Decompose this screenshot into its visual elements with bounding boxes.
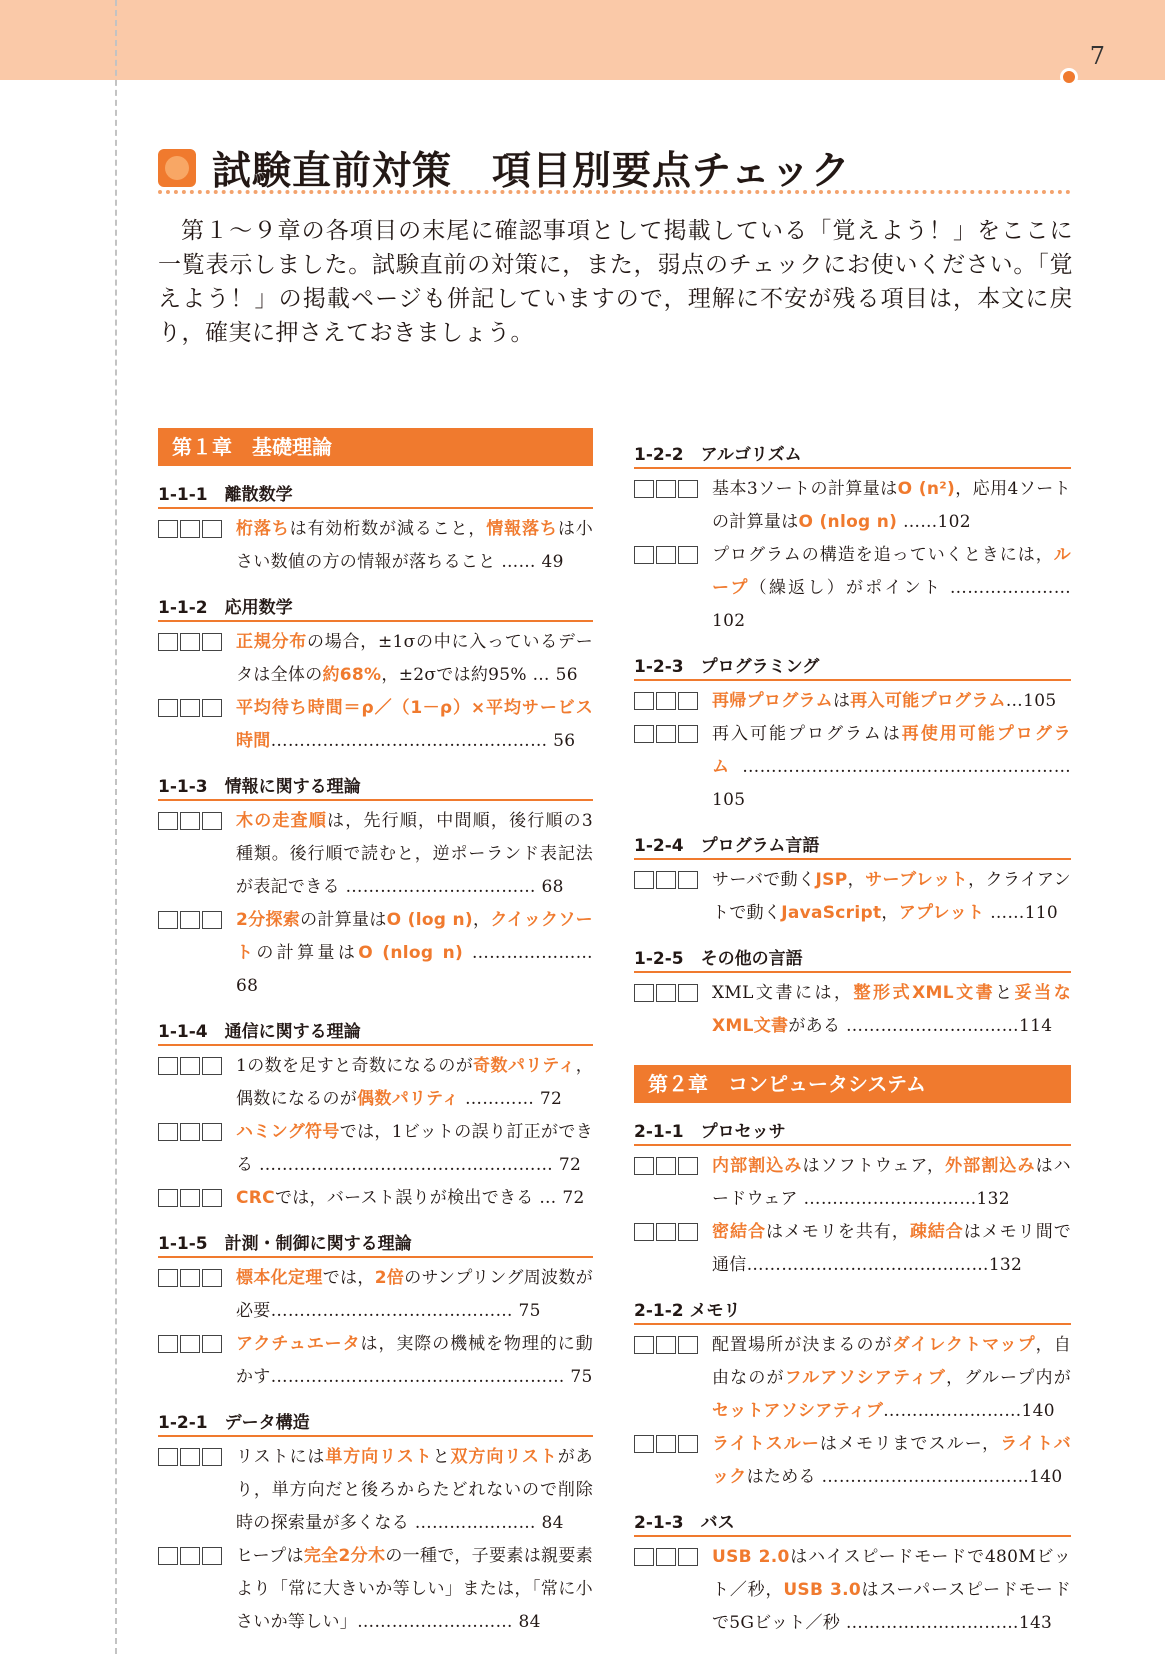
intro-paragraph: 第１～９章の各項目の末尾に確認事項として掲載している「覚えよう！」をここに一覧表示しました。試験直前の対策に，また，弱点のチェックにお使いください。「覚えよう！」の掲載ページも併記していますので，理解に不安が残る項目は，本文に戻り，確実に押さえておきましょう。 bbox=[158, 218, 1073, 346]
checkbox-group bbox=[158, 1328, 236, 1394]
keyword: JSP bbox=[815, 870, 848, 890]
keyword: ライトスルー bbox=[712, 1434, 820, 1454]
checkbox-group bbox=[634, 685, 712, 718]
keyword: 疎結合 bbox=[909, 1222, 964, 1242]
text-span: の一種で，子要素は親要素より「常に大きいか等しい」または，「常に小さいか等しい」……………………… bbox=[236, 1546, 593, 1632]
page-ref: 110 bbox=[1024, 903, 1059, 923]
keyword: アプレット bbox=[898, 903, 985, 923]
text-span: 1の数を足すと奇数になるのが bbox=[236, 1056, 474, 1076]
page-ref: 102 bbox=[712, 611, 746, 631]
text-span: はスーパースピードモードで5Gビット／秒 ………………………… bbox=[712, 1580, 1071, 1633]
text-span: のサンプリング周波数が必要…………………………………… bbox=[236, 1268, 594, 1321]
keyword: O (log n) bbox=[386, 910, 473, 930]
keyword: ハミング符号 bbox=[236, 1122, 340, 1142]
page-ref: 68 bbox=[541, 877, 564, 897]
keyword: 内部割込み bbox=[712, 1156, 803, 1176]
text-span: XML文書には， bbox=[712, 983, 854, 1003]
checkbox[interactable] bbox=[678, 725, 698, 743]
keyword: 2倍 bbox=[374, 1268, 405, 1288]
text-span: の計算量は bbox=[300, 910, 387, 930]
checkbox-group bbox=[634, 1150, 712, 1216]
page-ref: 143 bbox=[1018, 1613, 1053, 1633]
checkbox[interactable] bbox=[678, 1336, 698, 1354]
check-item bbox=[158, 1116, 593, 1182]
check-item bbox=[634, 864, 1071, 930]
keyword: 完全2分木 bbox=[303, 1546, 386, 1566]
title-divider bbox=[158, 190, 1071, 194]
page-ref: 84 bbox=[541, 1513, 564, 1533]
section-1-1-4 bbox=[158, 1017, 593, 1215]
section-1-2-5 bbox=[634, 944, 1071, 1043]
keyword: 再入可能プログラム bbox=[850, 691, 1006, 711]
item-text bbox=[712, 539, 1071, 638]
right-column bbox=[634, 436, 1071, 1640]
checkbox[interactable] bbox=[202, 1335, 222, 1353]
keyword: 再使用可能プログラム bbox=[712, 724, 1071, 777]
check-item bbox=[158, 1262, 593, 1328]
checkbox-group bbox=[158, 692, 236, 758]
text-span: 基本3ソートの計算量は bbox=[712, 479, 898, 499]
checkbox[interactable] bbox=[656, 1336, 676, 1354]
check-item bbox=[634, 977, 1071, 1043]
checkbox[interactable] bbox=[180, 1123, 200, 1141]
text-span: ヒープは bbox=[236, 1546, 304, 1566]
checkbox-group bbox=[158, 904, 236, 1003]
keyword: 密結合 bbox=[712, 1222, 766, 1242]
checkbox[interactable] bbox=[180, 699, 200, 717]
section-title: 1-2-3 プログラミング bbox=[634, 652, 1071, 681]
checkbox[interactable] bbox=[202, 1547, 222, 1565]
item-text bbox=[712, 1541, 1071, 1640]
keyword: USB 2.0 bbox=[712, 1547, 790, 1567]
checkbox[interactable] bbox=[180, 1448, 200, 1466]
item-text bbox=[236, 692, 593, 758]
section-1-2-3 bbox=[634, 652, 1071, 817]
checkbox[interactable] bbox=[656, 871, 676, 889]
checkbox[interactable] bbox=[656, 1435, 676, 1453]
section-title: 1-1-5 計測・制御に関する理論 bbox=[158, 1229, 593, 1258]
checkbox-group bbox=[158, 1441, 236, 1540]
section-title: 1-1-3 情報に関する理論 bbox=[158, 772, 593, 801]
checkbox[interactable] bbox=[678, 546, 698, 564]
text-span: …………………… bbox=[883, 1401, 1022, 1421]
page-ref: 75 bbox=[570, 1367, 593, 1387]
check-item bbox=[158, 626, 593, 692]
item-text bbox=[712, 1216, 1071, 1282]
section-title: 2-1-2 メモリ bbox=[634, 1296, 1071, 1325]
page-number: 7 bbox=[1089, 42, 1105, 70]
item-text bbox=[236, 1540, 593, 1639]
text-span: はハードウェア ………………………… bbox=[712, 1156, 1071, 1209]
check-item bbox=[634, 685, 1071, 718]
section-title: 1-1-1 離散数学 bbox=[158, 480, 593, 509]
checkbox[interactable] bbox=[202, 1448, 222, 1466]
chapter-header: 第２章 コンピュータシステム bbox=[634, 1065, 1071, 1103]
checkbox[interactable] bbox=[678, 984, 698, 1002]
text-span: ，±2σでは約95% … bbox=[381, 665, 550, 685]
item-text bbox=[236, 904, 593, 1003]
item-text bbox=[236, 1328, 593, 1394]
checkbox[interactable] bbox=[202, 699, 222, 717]
page-ref: 105 bbox=[712, 790, 746, 810]
text-span: がある ………………………… bbox=[788, 1016, 1019, 1036]
keyword: JavaScript bbox=[781, 903, 882, 923]
checkbox[interactable] bbox=[656, 984, 676, 1002]
keyword: CRC bbox=[236, 1188, 275, 1208]
page-ref: 49 bbox=[541, 552, 564, 572]
checkbox-group bbox=[634, 977, 712, 1043]
text-span: ………… bbox=[464, 1089, 535, 1109]
checkbox[interactable] bbox=[180, 633, 200, 651]
keyword: 木の走査順 bbox=[236, 811, 328, 831]
checkbox-group bbox=[158, 1262, 236, 1328]
page-ref: 56 bbox=[555, 665, 578, 685]
checkbox[interactable] bbox=[202, 520, 222, 538]
item-text bbox=[712, 1150, 1071, 1216]
text-span: 配置場所が決まるのが bbox=[712, 1335, 893, 1355]
section-2-1-3 bbox=[634, 1508, 1071, 1640]
checkbox[interactable] bbox=[678, 871, 698, 889]
text-span: ，偶数になるのが bbox=[236, 1056, 593, 1109]
item-text bbox=[712, 685, 1071, 718]
checkbox[interactable] bbox=[634, 1435, 654, 1453]
page-ref: 102 bbox=[937, 512, 971, 532]
item-text bbox=[712, 1428, 1071, 1494]
keyword: 妥当なXML文書 bbox=[712, 983, 1071, 1036]
checkbox[interactable] bbox=[678, 480, 698, 498]
page-ref: 140 bbox=[1021, 1401, 1055, 1421]
checkbox[interactable] bbox=[158, 1547, 178, 1565]
checkbox[interactable] bbox=[180, 1335, 200, 1353]
checkbox-group bbox=[158, 626, 236, 692]
checkbox[interactable] bbox=[202, 1189, 222, 1207]
checkbox[interactable] bbox=[202, 812, 222, 830]
text-span: …… bbox=[902, 512, 938, 532]
keyword: 平均待ち時間＝ρ／（1－ρ）×平均サービス時間 bbox=[236, 698, 593, 751]
checkbox-group bbox=[158, 805, 236, 904]
text-span: の計算量は bbox=[256, 943, 359, 963]
keyword: 情報落ち bbox=[486, 519, 558, 539]
checkbox[interactable] bbox=[634, 1336, 654, 1354]
text-span: では，バースト誤りが検出できる … bbox=[274, 1188, 557, 1208]
binding-guide-line bbox=[115, 0, 117, 1654]
section-title: 1-2-4 プログラム言語 bbox=[634, 831, 1071, 860]
keyword: 再帰プログラム bbox=[712, 691, 833, 711]
checkbox[interactable] bbox=[678, 1157, 698, 1175]
checkbox[interactable] bbox=[656, 1223, 676, 1241]
text-span: の場合，±1σの中に入っているデータは全体の bbox=[236, 632, 594, 685]
section-title: 1-1-4 通信に関する理論 bbox=[158, 1017, 593, 1046]
keyword: セットアソシアティブ bbox=[712, 1401, 884, 1421]
check-item bbox=[158, 1441, 593, 1540]
checkbox[interactable] bbox=[158, 699, 178, 717]
checkbox-group bbox=[634, 864, 712, 930]
checkbox[interactable] bbox=[656, 546, 676, 564]
checkbox[interactable] bbox=[202, 633, 222, 651]
item-text bbox=[236, 1441, 593, 1540]
text-span: と bbox=[995, 983, 1015, 1003]
page-ref: 72 bbox=[539, 1089, 563, 1109]
top-band bbox=[0, 0, 1165, 80]
section-2-1-2 bbox=[634, 1296, 1071, 1494]
checkbox[interactable] bbox=[180, 911, 200, 929]
section-1-1-2 bbox=[158, 593, 593, 758]
item-text bbox=[712, 977, 1071, 1043]
text-span: …… bbox=[990, 903, 1025, 923]
item-text bbox=[236, 1050, 593, 1116]
checkbox[interactable] bbox=[634, 871, 654, 889]
text-span: はためる ……………………………… bbox=[746, 1467, 1030, 1487]
page-ref: 68 bbox=[236, 976, 259, 996]
page-ref: 72 bbox=[562, 1188, 585, 1208]
text-span: は，先行順，中間順，後行順の3種類。後行順で読むと，逆ポーランド表記法が表記できる …………………………… bbox=[236, 811, 593, 897]
checkbox[interactable] bbox=[678, 1223, 698, 1241]
text-span: ………………………………………………… bbox=[742, 757, 1071, 777]
title-block bbox=[158, 140, 851, 196]
checkbox-group bbox=[634, 1216, 712, 1282]
keyword: 約68% bbox=[322, 665, 382, 685]
text-span: プログラムの構造を追っていくときには， bbox=[712, 545, 1054, 565]
check-item bbox=[634, 1541, 1071, 1640]
checkbox[interactable] bbox=[158, 1189, 178, 1207]
checkbox[interactable] bbox=[202, 911, 222, 929]
item-text bbox=[236, 1262, 593, 1328]
section-title: 1-1-2 応用数学 bbox=[158, 593, 593, 622]
checkbox[interactable] bbox=[158, 911, 178, 929]
checkbox[interactable] bbox=[656, 1157, 676, 1175]
page-ref: 132 bbox=[976, 1189, 1010, 1209]
checkbox-group bbox=[158, 1182, 236, 1215]
text-span: リストには bbox=[236, 1447, 326, 1467]
checkbox[interactable] bbox=[158, 812, 178, 830]
text-span: はメモリ間で通信…………………………………… bbox=[712, 1222, 1071, 1275]
keyword: USB 3.0 bbox=[783, 1580, 861, 1600]
keyword: サーブレット bbox=[865, 870, 969, 890]
item-text bbox=[712, 473, 1071, 539]
text-span: ，クライアントで動く bbox=[712, 870, 1071, 923]
text-span: ， bbox=[881, 903, 899, 923]
checkbox[interactable] bbox=[656, 692, 676, 710]
check-item bbox=[634, 1216, 1071, 1282]
checkbox[interactable] bbox=[158, 1123, 178, 1141]
text-span: はソフトウェア， bbox=[802, 1156, 946, 1176]
section-title: 1-2-2 アルゴリズム bbox=[634, 440, 1071, 469]
text-span: はメモリまでスルー， bbox=[819, 1434, 1001, 1454]
checkbox[interactable] bbox=[678, 1548, 698, 1566]
keyword: 奇数パリティ bbox=[473, 1056, 576, 1076]
checkbox[interactable] bbox=[158, 633, 178, 651]
checkbox[interactable] bbox=[180, 1269, 200, 1287]
keyword: O (nlog n) bbox=[358, 943, 464, 963]
keyword: フルアソシアティブ bbox=[784, 1368, 947, 1388]
checkbox-group bbox=[158, 1116, 236, 1182]
text-span: ， bbox=[472, 910, 491, 930]
checkbox-group bbox=[634, 1428, 712, 1494]
checkbox[interactable] bbox=[634, 1548, 654, 1566]
text-span: ，グループ内が bbox=[946, 1368, 1071, 1388]
keyword: 整形式XML文書 bbox=[853, 983, 996, 1003]
checkbox[interactable] bbox=[180, 812, 200, 830]
keyword: O (n²) bbox=[897, 479, 956, 499]
section-1-1-5 bbox=[158, 1229, 593, 1394]
checkbox[interactable] bbox=[180, 1189, 200, 1207]
check-item bbox=[634, 1329, 1071, 1428]
text-span: … bbox=[1005, 691, 1024, 711]
checkbox[interactable] bbox=[678, 692, 698, 710]
text-span: ， bbox=[847, 870, 866, 890]
checkbox[interactable] bbox=[158, 1057, 178, 1075]
checkbox-group bbox=[634, 718, 712, 817]
section-1-1-3 bbox=[158, 772, 593, 1003]
page-ref: 140 bbox=[1029, 1467, 1063, 1487]
section-1-1-1 bbox=[158, 480, 593, 579]
checkbox[interactable] bbox=[678, 1435, 698, 1453]
checkbox[interactable] bbox=[158, 1269, 178, 1287]
checkbox[interactable] bbox=[158, 520, 178, 538]
check-item bbox=[634, 718, 1071, 817]
item-text bbox=[236, 1182, 593, 1215]
checkbox[interactable] bbox=[656, 480, 676, 498]
checkbox-group bbox=[634, 1329, 712, 1428]
keyword: 桁落ち bbox=[236, 519, 290, 539]
checkbox[interactable] bbox=[634, 692, 654, 710]
checkbox[interactable] bbox=[634, 546, 654, 564]
keyword: ダイレクトマップ bbox=[892, 1335, 1036, 1355]
checkbox-group bbox=[634, 539, 712, 638]
page-ref: 56 bbox=[553, 731, 576, 751]
keyword: ループ bbox=[712, 545, 1071, 598]
text-span: では，1ビットの誤り訂正ができる …………………………………………… bbox=[236, 1122, 593, 1175]
check-item bbox=[158, 692, 593, 758]
check-item bbox=[158, 1182, 593, 1215]
title-bullet-icon bbox=[158, 149, 196, 187]
text-span: はメモリを共有， bbox=[765, 1222, 910, 1242]
page-marker-dot bbox=[1060, 68, 1078, 86]
section-title: 1-2-5 その他の言語 bbox=[634, 944, 1071, 973]
checkbox[interactable] bbox=[180, 1547, 200, 1565]
text-span: は bbox=[832, 691, 851, 711]
checkbox[interactable] bbox=[634, 725, 654, 743]
text-span: は，実際の機械を物理的に動かす…………………………………………… bbox=[236, 1334, 593, 1387]
checkbox[interactable] bbox=[180, 520, 200, 538]
checkbox-group bbox=[634, 473, 712, 539]
keyword: 外部割込み bbox=[945, 1156, 1036, 1176]
checkbox-group bbox=[158, 1050, 236, 1116]
checkbox[interactable] bbox=[656, 1548, 676, 1566]
item-text bbox=[712, 864, 1071, 930]
check-item bbox=[158, 805, 593, 904]
text-span: は小さい数値の方の情報が落ちること …… bbox=[236, 519, 593, 572]
keyword: クイックソート bbox=[236, 910, 593, 963]
checkbox-group bbox=[634, 1541, 712, 1640]
check-item bbox=[158, 1050, 593, 1116]
check-item bbox=[158, 1328, 593, 1394]
keyword: 2分探索 bbox=[236, 910, 301, 930]
checkbox[interactable] bbox=[158, 1335, 178, 1353]
text-span: は有効桁数が減ること， bbox=[289, 519, 487, 539]
page-title: 試験直前対策 項目別要点チェック bbox=[212, 149, 851, 194]
keyword: アクチュエータ bbox=[236, 1334, 361, 1354]
item-text bbox=[236, 626, 593, 692]
chapter-header: 第１章 基礎理論 bbox=[158, 428, 593, 466]
check-item bbox=[158, 513, 593, 579]
checkbox[interactable] bbox=[634, 1157, 654, 1175]
text-span: ，自由なのが bbox=[712, 1335, 1072, 1388]
text-span: ，応用4ソートの計算量は bbox=[712, 479, 1071, 532]
keyword: ライトバック bbox=[712, 1434, 1071, 1487]
item-text bbox=[236, 513, 593, 579]
page-ref: 84 bbox=[518, 1612, 541, 1632]
keyword: O (nlog n) bbox=[798, 512, 898, 532]
section-1-2-2 bbox=[634, 440, 1071, 638]
section-title: 1-2-1 データ構造 bbox=[158, 1408, 593, 1437]
section-2-1-1 bbox=[634, 1117, 1071, 1282]
checkbox[interactable] bbox=[202, 1123, 222, 1141]
text-span: があり，単方向だと後ろからたどれないので削除時の探索量が多くなる ………………… bbox=[236, 1447, 593, 1533]
checkbox[interactable] bbox=[634, 984, 654, 1002]
left-column bbox=[158, 428, 593, 1639]
page-ref: 72 bbox=[558, 1155, 582, 1175]
keyword: 偶数パリティ bbox=[357, 1089, 460, 1109]
text-span: （繰返し）がポイント ………………… bbox=[749, 578, 1071, 598]
keyword: 単方向リスト bbox=[325, 1447, 433, 1467]
section-title: 2-1-1 プロセッサ bbox=[634, 1117, 1071, 1146]
page-ref: 132 bbox=[988, 1255, 1023, 1275]
check-item bbox=[634, 539, 1071, 638]
text-span: 再入可能プログラムは bbox=[712, 724, 902, 744]
section-title: 2-1-3 バス bbox=[634, 1508, 1071, 1537]
item-text bbox=[712, 718, 1071, 817]
check-item bbox=[634, 1428, 1071, 1494]
checkbox-group bbox=[158, 513, 236, 579]
item-text bbox=[236, 805, 593, 904]
check-item bbox=[634, 473, 1071, 539]
text-span: ………………… bbox=[471, 943, 593, 963]
section-1-2-4 bbox=[634, 831, 1071, 930]
checkbox[interactable] bbox=[158, 1448, 178, 1466]
page-ref: 75 bbox=[518, 1301, 541, 1321]
page-ref: 114 bbox=[1018, 1016, 1053, 1036]
keyword: 正規分布 bbox=[236, 632, 307, 652]
text-span: と bbox=[432, 1447, 451, 1467]
checkbox[interactable] bbox=[202, 1057, 222, 1075]
text-span: ………………………………………… bbox=[270, 731, 548, 751]
text-span: サーバで動く bbox=[712, 870, 816, 890]
text-span: はハイスピードモードで480Mビット／秒， bbox=[712, 1547, 1071, 1600]
checkbox[interactable] bbox=[180, 1057, 200, 1075]
checkbox[interactable] bbox=[634, 480, 654, 498]
checkbox[interactable] bbox=[656, 725, 676, 743]
keyword: 双方向リスト bbox=[450, 1447, 558, 1467]
check-item bbox=[158, 904, 593, 1003]
section-1-2-1 bbox=[158, 1408, 593, 1639]
page-ref: 105 bbox=[1023, 691, 1057, 711]
check-item bbox=[634, 1150, 1071, 1216]
check-item bbox=[158, 1540, 593, 1639]
keyword: 標本化定理 bbox=[236, 1268, 323, 1288]
item-text bbox=[236, 1116, 593, 1182]
checkbox[interactable] bbox=[634, 1223, 654, 1241]
text-span: では， bbox=[322, 1268, 375, 1288]
checkbox[interactable] bbox=[202, 1269, 222, 1287]
checkbox-group bbox=[158, 1540, 236, 1639]
item-text bbox=[712, 1329, 1071, 1428]
